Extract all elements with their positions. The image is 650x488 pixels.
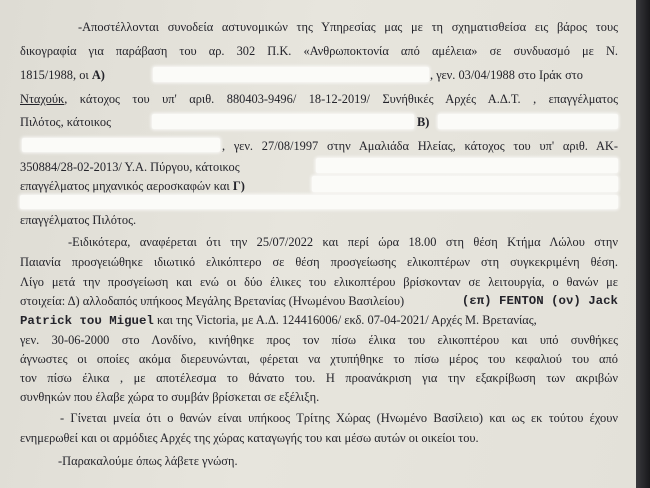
text-line [20, 67, 105, 84]
redaction-block [20, 195, 618, 209]
text-line: -Ειδικότερα, αναφέρεται ότι την 25/07/2022 και περί ώρα 18.00 στη θέση Κτήμα Λώλου στην [68, 235, 618, 249]
text-line: Παιανία προσγειώθηκε ιδιωτικό ελικόπτερο σε θέση προσγείωσης ελικοπτέρων στη συγκεκριμένη θέση. [20, 255, 618, 269]
text-line [20, 91, 618, 108]
person-label: Β) [417, 115, 430, 129]
text-line: επαγγέλματος Πιλότος. [20, 213, 137, 227]
deceased-name: Patrick του Miguel [20, 314, 154, 328]
person-label: Α) [91, 68, 105, 82]
text-line: - Γίνεται μνεία ότι ο θανών είναι υπήκοος Τρίτης Χώρας (Ηνωμένο Βασίλειο) και ως εκ τούτου έχουν [60, 411, 618, 425]
text-line: -Παρακαλούμε όπως λάβετε γνώση. [58, 454, 238, 468]
redaction-block [153, 67, 429, 82]
text-fragment: 1815/1988, οι [20, 68, 89, 82]
text-line: Πιλότος, κάτοικος [20, 115, 111, 129]
page-edge-shadow [636, 0, 650, 488]
text-fragment: και της Victoria, με Α.Δ. 124416006/ εκδ. 07-04-2021/ Αρχές Μ. Βρετανίας, [156, 313, 537, 327]
text-line: Λίγο μετά την προσγείωση και ενώ οι δύο έλικες του ελικοπτέρου βρίσκονταν σε λειτουργία, ο θανών με [20, 275, 618, 289]
text-line [20, 312, 618, 330]
text-fragment: Νταχούκ [20, 92, 65, 106]
redaction-block [438, 114, 618, 129]
text-line [20, 178, 245, 195]
text-fragment: , κάτοχος του υπ' αριθ. 880403-9496/ 18-12-2019/ Συνήθικές Αρχές Α.Δ.Τ. , επαγγέλματος [64, 92, 618, 106]
person-label: Γ) [232, 179, 245, 193]
text-line: -Αποστέλλονται συνοδεία αστυνομικών της Υπηρεσίας μας με τη σχηματισθείσα εις βάρος τους [78, 20, 618, 34]
deceased-name: (επ) FENTON (ον) Jack [461, 294, 618, 308]
redaction-block [312, 176, 618, 192]
text-line: τον πίσω έλικα , με αποτέλεσμα το θάνατο του. Η προανάκριση για την εξακρίβωση των ακριβών [20, 371, 618, 385]
text-line: γεν. 30-06-2000 στο Λονδίνο, κινήθηκε προς τον πίσω έλικα του ελικοπτέρου και υπό συνθήκες [20, 333, 618, 347]
text-line: 350884/28-02-2013/ Υ.Α. Πύργου, κάτοικος [20, 160, 240, 174]
text-line: άγνωστες οι οποίες ακόμα διερευνώνται, φέρεται να χτυπήθηκε το πίσω μέρος του κεφαλιού του από [20, 352, 618, 366]
redaction-block [316, 158, 618, 173]
text-line: συνθηκών που έλαβε χώρα το συμβάν βρίσκεται σε εξέλιξη. [20, 390, 320, 404]
text-line: , γεν. 03/04/1988 στο Ιράκ στο [430, 68, 583, 82]
text-line [20, 293, 618, 310]
text-line: , γεν. 27/08/1997 στην Αμαλιάδα Ηλείας, κάτοχος του υπ' αριθ. ΑΚ- [222, 139, 618, 153]
text-line: δικογραφία για παράβαση του αρ. 302 Π.Κ. «Ανθρωποκτονία από αμέλεια» σε συνδυασμό με Ν. [20, 44, 618, 58]
redaction-block [152, 114, 414, 129]
redaction-block [22, 138, 220, 152]
text-fragment: στοιχεία: Δ) αλλοδαπός υπήκοος Μεγάλης Βρετανίας (Ηνωμένου Βασιλείου) [20, 294, 405, 308]
text-fragment: επαγγέλματος μηχανικός αεροσκαφών και [20, 179, 230, 193]
text-line: ενημερωθεί και οι αρμόδιες Αρχές της χώρας καταγωγής του και μέσω αυτών οι οικείοι του. [20, 431, 479, 445]
